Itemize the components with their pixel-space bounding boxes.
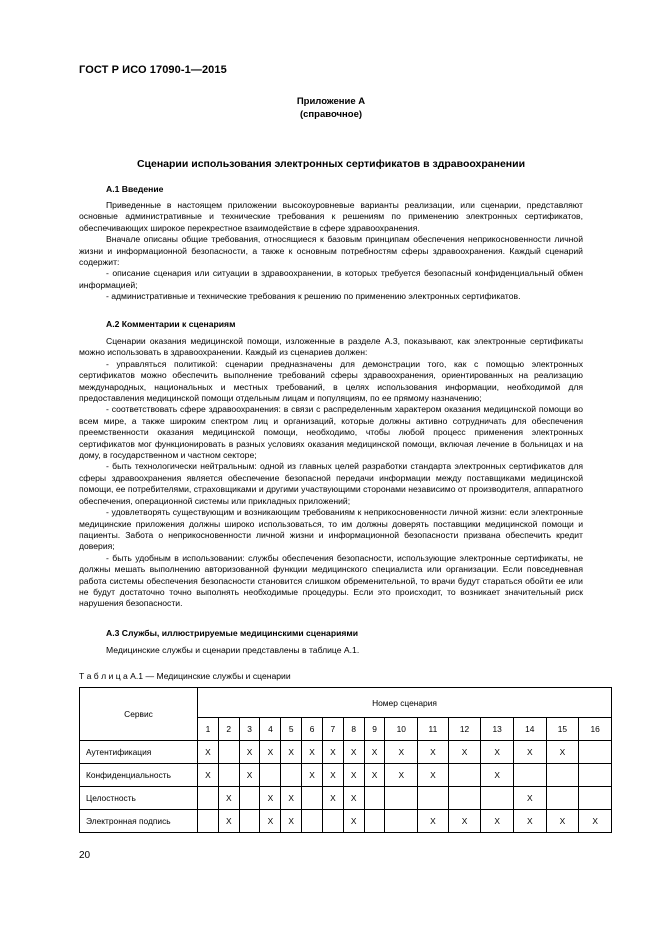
table-row <box>80 810 612 833</box>
scenario-cell <box>364 810 385 833</box>
scenario-cell: X <box>343 764 364 787</box>
scenario-cell: X <box>448 741 481 764</box>
scenario-cell: X <box>343 810 364 833</box>
scenario-cell <box>302 810 323 833</box>
scenario-cell: X <box>343 741 364 764</box>
scenario-cell <box>218 741 239 764</box>
scenario-cell <box>546 764 579 787</box>
scenario-cell <box>364 787 385 810</box>
appendix-title: Сценарии использования электронных сертификатов в здравоохранении <box>136 158 526 170</box>
scenario-cell: X <box>322 787 343 810</box>
section-heading-a2: A.2 Комментарии к сценариям <box>106 319 236 329</box>
service-column-header: Сервис <box>80 688 198 741</box>
services-table <box>79 687 612 833</box>
scenario-cell: X <box>343 787 364 810</box>
scenario-cell <box>198 810 219 833</box>
scenario-cell: X <box>198 764 219 787</box>
scenario-cell: X <box>239 741 260 764</box>
scenario-cell: X <box>281 741 302 764</box>
paragraph: - административные и технические требования к решению по применению электронных сертификатов. <box>106 291 521 302</box>
scenario-number-8: 8 <box>343 718 364 741</box>
scenario-cell: X <box>385 741 418 764</box>
scenario-cell: X <box>481 764 514 787</box>
paragraph: - управляться политикой: сценарии предназначены для демонстрации того, как с помощью электронных сертификатов можно обеспечить выполнение требований сферы здравоохранения, ориентированных на реализацию международных, национальных и местных требований, в целях использования информации, необходимой для предоставления медицинской помощи отдельным лицам и популяциям, по ее прямому назначению; <box>79 358 583 404</box>
scenario-cell: X <box>546 810 579 833</box>
appendix-type: (справочное) <box>299 109 363 120</box>
scenario-number-16: 16 <box>579 718 612 741</box>
paragraph: Сценарии оказания медицинской помощи, изложенные в разделе A.3, показывают, как электронные сертификаты можно использовать в здравоохранении. Каждый из сценариев должен: <box>79 336 583 358</box>
scenario-cell: X <box>260 741 281 764</box>
table-caption: Т а б л и ц а A.1 — Медицинские службы и сценарии <box>79 671 291 681</box>
scenario-cell: X <box>302 764 323 787</box>
scenario-cell <box>579 741 612 764</box>
scenario-cell: X <box>513 787 546 810</box>
paragraph: - удовлетворять существующим и возникающим требованиям к неприкосновенности личной жизни: если электронные медицинские приложения должны широко использоваться, то им должны доверять поставщики медицинской помощи и пациенты. Забота о неприкосновенности личной жизни и информационной безопасности призвана обеспечить кредит доверия; <box>79 507 583 552</box>
scenario-number-2: 2 <box>218 718 239 741</box>
scenario-cell <box>385 787 418 810</box>
scenario-cell: X <box>322 741 343 764</box>
scenario-number-13: 13 <box>481 718 514 741</box>
table-header-row <box>80 688 612 718</box>
scenario-cell: X <box>198 741 219 764</box>
scenario-number-9: 9 <box>364 718 385 741</box>
scenario-cell: X <box>281 810 302 833</box>
scenario-cell: X <box>546 741 579 764</box>
scenario-number-10: 10 <box>385 718 418 741</box>
scenario-cell: X <box>481 810 514 833</box>
scenario-cell <box>218 764 239 787</box>
scenario-cell: X <box>302 741 323 764</box>
service-name: Аутентификация <box>80 741 198 764</box>
scenario-number-12: 12 <box>448 718 481 741</box>
scenario-cell <box>239 787 260 810</box>
section-heading-a3: A.3 Службы, иллюстрируемые медицинскими сценариями <box>106 628 359 638</box>
scenario-number-header: Номер сценария <box>198 688 612 718</box>
table-row <box>80 741 612 764</box>
scenario-cell: X <box>579 810 612 833</box>
scenario-number-5: 5 <box>281 718 302 741</box>
scenario-cell: X <box>448 810 481 833</box>
scenario-cell: X <box>481 741 514 764</box>
scenario-number-1: 1 <box>198 718 219 741</box>
scenario-number-3: 3 <box>239 718 260 741</box>
scenario-cell <box>198 787 219 810</box>
paragraph: Приведенные в настоящем приложении высокоуровневые варианты реализации, или сценарии, представляют основные административные и технические требования к решениям по применению электронных сертификатов, обеспечивающих широкое перекрестное взаимодействие в сфере здравоохранения. <box>79 200 583 233</box>
scenario-number-4: 4 <box>260 718 281 741</box>
paragraph: Медицинские службы и сценарии представлены в таблице A.1. <box>106 645 360 655</box>
paragraph: - описание сценария или ситуации в здравоохранении, в которых требуется безопасный конфиденциальный обмен информацией; <box>79 268 583 290</box>
scenario-number-7: 7 <box>322 718 343 741</box>
scenario-number-6: 6 <box>302 718 323 741</box>
scenario-cell: X <box>513 810 546 833</box>
paragraph: - быть технологически нейтральным: одной из главных целей разработки стандарта электронных сертификатов для сферы здравоохранения является обеспечение безопасной передачи информации между поставщиками медицинской помощи, ее потребителями, страховщиками и другими участвующими сторонами независимо от производителя, аппаратного обеспечения, операционной системы или прикладных приложений; <box>79 461 583 506</box>
service-name: Электронная подпись <box>80 810 198 833</box>
service-name: Конфиденциальность <box>80 764 198 787</box>
scenario-cell: X <box>239 764 260 787</box>
scenario-number-14: 14 <box>513 718 546 741</box>
scenario-cell <box>302 787 323 810</box>
scenario-cell: X <box>260 787 281 810</box>
page-number: 20 <box>79 850 91 861</box>
scenario-cell: X <box>385 764 418 787</box>
scenario-cell <box>418 787 449 810</box>
section-a2-body <box>79 336 583 610</box>
appendix-name: Приложение A <box>296 96 366 107</box>
standard-header: ГОСТ Р ИСО 17090-1—2015 <box>79 64 227 76</box>
scenario-cell <box>448 787 481 810</box>
scenario-number-11: 11 <box>418 718 449 741</box>
scenario-cell <box>239 810 260 833</box>
scenario-cell <box>579 764 612 787</box>
scenario-cell <box>448 764 481 787</box>
scenario-cell: X <box>418 810 449 833</box>
scenario-cell: X <box>513 741 546 764</box>
scenario-number-15: 15 <box>546 718 579 741</box>
scenario-cell: X <box>260 810 281 833</box>
scenario-cell <box>579 787 612 810</box>
scenario-cell: X <box>281 787 302 810</box>
section-a3-body <box>79 645 583 656</box>
scenario-cell: X <box>322 764 343 787</box>
scenario-cell <box>281 764 302 787</box>
section-a1-body <box>79 200 583 303</box>
scenario-cell: X <box>364 741 385 764</box>
paragraph: - быть удобным в использовании: службы обеспечения безопасности, использующие электронные сертификаты, не должны мешать выполнению авторизованной функции медицинского специалиста или организации. Если повседневная работа системы обеспечения безопасности становится слишком обременительной, то врачи будут стараться обойти ее или не будут достаточно точно выполнять необходимые процедуры. Если это происходит, то возникает значительный риск нарушения безопасности. <box>79 552 583 609</box>
scenario-cell: X <box>418 764 449 787</box>
service-name: Целостность <box>80 787 198 810</box>
scenario-cell: X <box>218 810 239 833</box>
table-row <box>80 764 612 787</box>
scenario-cell: X <box>364 764 385 787</box>
paragraph: Вначале описаны общие требования, относящиеся к базовым принципам обеспечения неприкосновенности личной жизни и информационной безопасности, а также к основным потребностям сферы здравоохранения. Каждый сценарий содержит: <box>79 234 583 268</box>
scenario-cell <box>322 810 343 833</box>
paragraph: - соответствовать сфере здравоохранения: в связи с распределенным характером оказания медицинской помощи во всем мире, а также широким спектром лиц и организаций, которые должны активно сотрудничать для обеспечения преемственности оказания медицинской помощи, необходимо, чтобы любой процесс применения электронных сертификатов мог функционировать в разных условиях оказания медицинской помощи, включая лечение в больницах и на дому, в государственном и частном секторе; <box>79 404 583 461</box>
scenario-cell <box>546 787 579 810</box>
scenario-cell <box>481 787 514 810</box>
scenario-cell <box>260 764 281 787</box>
scenario-cell <box>513 764 546 787</box>
section-heading-a1: A.1 Введение <box>106 184 164 194</box>
scenario-cell: X <box>218 787 239 810</box>
scenario-cell <box>385 810 418 833</box>
table-row <box>80 787 612 810</box>
scenario-cell: X <box>418 741 449 764</box>
